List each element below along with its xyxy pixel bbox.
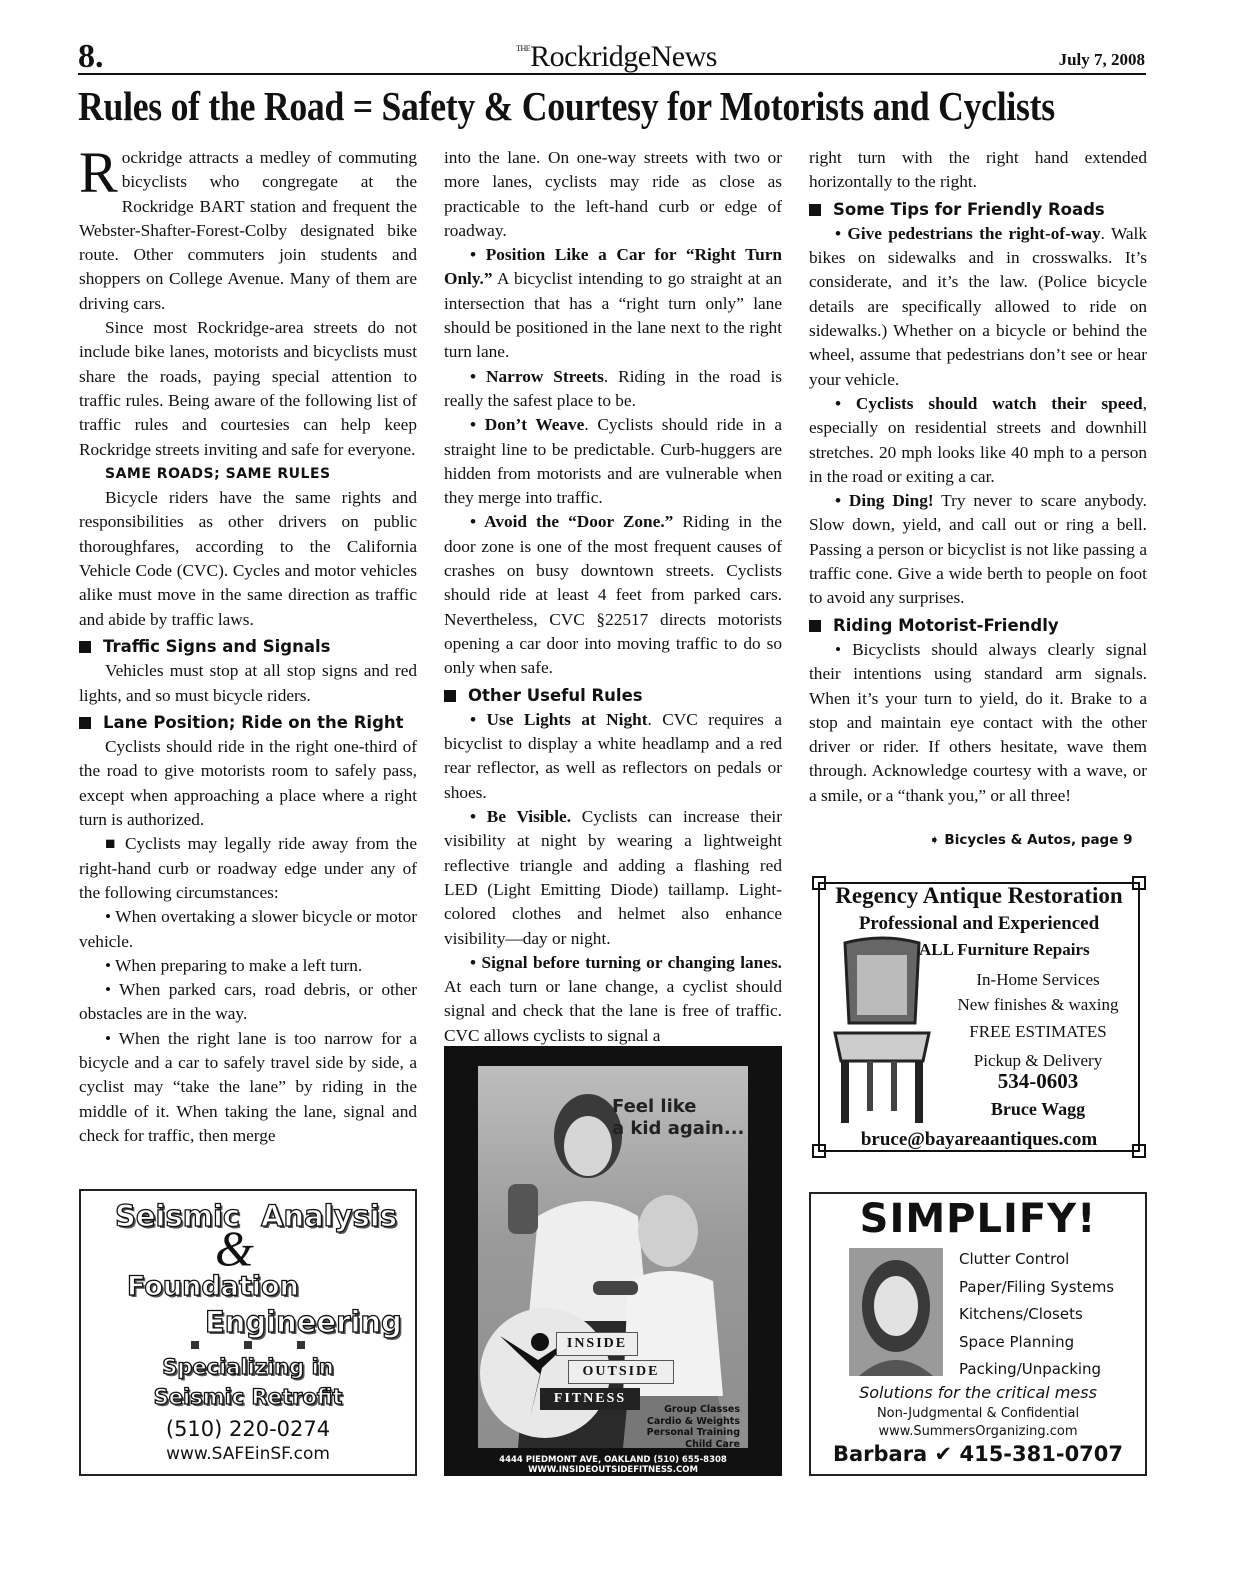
masthead: [0, 40, 1233, 74]
paragraph: • Bicyclists should always clearly signal their intentions using standard arm signals. When it’s your turn to yield, do it. Brake to a stop and maintain eye contact with the other driver or rider. If others hesitate, wave them through. Acknowledge courtesy with a wave, or a smile, or a “thank you,” or all three!: [809, 639, 1147, 805]
bullet-lead: • Don’t Weave: [470, 415, 585, 435]
regency-email: bruce@bayareaantiques.com: [860, 1129, 1098, 1150]
simplify-slogan: Solutions for the critical mess: [859, 1383, 1097, 1402]
subhead-riding: [809, 614, 1147, 638]
bullet-text: . Riding in the road is really the safest place to be.: [444, 366, 782, 410]
bullet-item: • When preparing to make a left turn.: [105, 955, 363, 975]
seismic-phone: (510) 220-0274: [165, 1417, 331, 1441]
bullet-lead: • Cyclists should watch their speed: [835, 393, 1143, 413]
paragraph: Cyclists should ride in the right one-third of the road to give motorists room to safely pass, except when approaching a place where a right turn is authorized.: [79, 737, 417, 830]
foundation-word: Foundation: [127, 1271, 299, 1302]
regency-phone: 534-0603: [997, 1069, 1079, 1093]
bullet-lead: • Avoid the “Door Zone.”: [470, 512, 674, 532]
bullet-item: [444, 805, 782, 951]
service-list: [959, 1246, 1114, 1384]
regency-repairs: ALL Furniture Repairs: [919, 940, 1090, 959]
intro-paragraph: [79, 140, 417, 316]
bullet-item: [809, 392, 1147, 489]
article-column-2: [444, 146, 782, 1048]
paragraph: Vehicles must stop at all stop signs and red lights, and so must bicycle riders.: [79, 661, 417, 705]
logo-outside: OUTSIDE: [568, 1360, 674, 1384]
fitness-services: [640, 1404, 740, 1450]
bullet-item: • When overtaking a slower bicycle or motor vehicle.: [79, 907, 417, 951]
bullet-item: [444, 365, 782, 414]
service-item: Cardio & Weights: [646, 1415, 740, 1427]
antique-chair-icon: [827, 933, 937, 1133]
continued-jump-link[interactable]: [929, 832, 1132, 848]
square-bullet-icon: [79, 717, 91, 729]
subhead-same-roads: SAME ROADS; SAME RULES: [105, 465, 331, 482]
headline: Rules of the Road = Safety & Courtesy for Motorists and Cyclists: [78, 83, 1055, 129]
bullet-text: Riding in the door zone is one of the most frequent causes of crashes on busy downtown streets. Cyclists should ride at least 4 feet from parked cars. Nevertheless, CVC §22517 directs motorists opening a car door into moving traffic to do so only when safe.: [444, 512, 782, 678]
service-item: Packing/Unpacking: [959, 1360, 1102, 1378]
bullet-lead: • Narrow Streets: [470, 366, 604, 386]
seismic-word: Seismic: [115, 1199, 241, 1233]
subhead-traffic-signs: [79, 635, 417, 659]
bullet-text: , especially on residential streets and downhill stretches. 20 mph looks like 40 mph to a person in the road or exiting a car.: [809, 393, 1147, 486]
drop-cap: R: [79, 140, 118, 205]
subhead-lane-position: [79, 711, 417, 735]
bullet-text: Cyclists can increase their visibility at night by wearing a lightweight reflective triangle and adding a flashing red LED (Light Emitting Diode) taillamp. Light-colored clothes and helmet also enhance visibility—day or night.: [444, 807, 782, 948]
address-line: 4444 PIEDMONT AVE, OAKLAND (510) 655-8308: [499, 1455, 727, 1465]
simplify-title: SIMPLIFY!: [859, 1196, 1097, 1242]
paragraph: ■ Cyclists may legally ride away from the right-hand curb or roadway edge under any of the following circumstances:: [79, 834, 417, 902]
ad-simplify[interactable]: [809, 1192, 1147, 1476]
service-item: Group Classes: [664, 1404, 740, 1415]
checkmark-icon: ✔: [934, 1442, 953, 1466]
paragraph: Bicycle riders have the same rights and responsibilities as other drivers on public thoroughfares, according to the California Vehicle Code (CVC). Cycles and motor vehicles alike must move in the same direction as traffic and abide by traffic laws.: [79, 488, 417, 629]
issue-date: July 7, 2008: [1058, 50, 1145, 69]
article-column-3: [809, 146, 1147, 808]
article-column-1: [79, 140, 417, 1148]
engineering-word: Engineering: [205, 1305, 402, 1339]
subhead-other-rules: [444, 684, 782, 708]
subhead-label: Some Tips for Friendly Roads: [833, 199, 1105, 219]
service-item: Pickup & Delivery: [973, 1051, 1103, 1070]
seismic-url: www.SAFEinSF.com: [166, 1444, 330, 1464]
bullet-lead: • Use Lights at Night: [470, 709, 648, 729]
ad-inside-outside-fitness[interactable]: [444, 1046, 782, 1476]
paragraph: Since most Rockridge-area streets do not include bike lanes, motorists and bicyclists must share the roads, paying special attention to traffic rules. Being aware of the following list of traffic rules and courtesies can help keep Rockridge streets inviting and safe for everyone.: [79, 318, 417, 459]
bullet-item: [809, 489, 1147, 610]
portrait-photo: [849, 1248, 943, 1376]
bullet-text: . CVC requires a bicyclist to display a white headlamp and a red rear reflector, as well as reflectors on pedals or shoes.: [444, 709, 782, 802]
regency-name: Bruce Wagg: [990, 1099, 1086, 1119]
subhead-label: Lane Position; Ride on the Right: [103, 712, 404, 732]
contact-name: Barbara: [832, 1442, 928, 1466]
subhead-label: Riding Motorist-Friendly: [833, 615, 1059, 635]
jump-label: Bicycles & Autos, page 9: [944, 832, 1133, 848]
service-item: Kitchens/Closets: [959, 1305, 1083, 1323]
bullet-item: [444, 708, 782, 805]
regency-title: Regency Antique Restoration: [835, 883, 1123, 908]
page-number: 8.: [78, 38, 104, 75]
tagline-line-2: a kid again...: [612, 1118, 745, 1139]
bullet-text: . Walk bikes on sidewalks and in crosswalks. It’s considerate, and it’s the law. (Police bicycle details are specifically allowed to ride on sidewalks.) Whether on a bicycle or behind the wheel, assume that pedestrians don’t see or hear your vehicle.: [809, 223, 1147, 389]
square-bullet-icon: [79, 641, 91, 653]
ad-seismic[interactable]: [79, 1189, 417, 1476]
regency-service-list: [941, 967, 1135, 1073]
retrofit-line: Seismic Retrofit: [153, 1385, 343, 1409]
organizer-photo: [849, 1248, 943, 1376]
masthead-title: RockridgeNews: [530, 40, 717, 73]
bullet-item: [444, 510, 782, 680]
specializing-line: Specializing in: [162, 1355, 334, 1379]
bullet-item: [444, 243, 782, 364]
bullet-item: [809, 222, 1147, 392]
bullet-lead: • Position Like a Car for “Right Turn Only.”: [444, 245, 782, 289]
contact-phone: 415-381-0707: [959, 1442, 1124, 1466]
subhead-label: Traffic Signs and Signals: [103, 636, 331, 656]
service-item: Personal Training: [646, 1427, 740, 1438]
fitness-tagline: [612, 1096, 744, 1140]
bullet-text: A bicyclist intending to go straight at an intersection that has a “right turn only” lane should be positioned in the lane next to the right turn lane.: [444, 269, 782, 362]
arrow-icon: ➧: [929, 833, 945, 848]
tagline-line-1: Feel like: [612, 1096, 697, 1117]
ad-regency-antique[interactable]: [811, 875, 1147, 1159]
paragraph: right turn with the right hand extended horizontally to the right.: [809, 148, 1147, 192]
simplify-contact: [811, 1442, 1145, 1466]
service-item: Paper/Filing Systems: [959, 1277, 1115, 1296]
bullet-lead: • Give pedestrians the right-of-way: [835, 223, 1101, 243]
logo-inside: INSIDE: [556, 1332, 638, 1356]
simplify-note: Non-Judgmental & Confidential: [876, 1406, 1080, 1421]
fitness-address: [444, 1455, 782, 1475]
square-bullet-icon: [809, 204, 821, 216]
service-item: FREE ESTIMATES: [969, 1022, 1107, 1041]
bullet-lead: • Be Visible.: [470, 807, 572, 827]
dot-icon: [297, 1341, 305, 1349]
bullet-item: [444, 413, 782, 510]
masthead-the: THE: [516, 44, 531, 53]
analysis-word: Analysis: [261, 1199, 397, 1233]
regency-subtitle: Professional and Experienced: [858, 913, 1100, 934]
intro-text: ockridge attracts a medley of commuting bicyclists who congregate at the Rockridge BART station and frequent the Webster-Shafter-Forest-Colby designated bike route. Other commuters join students and shoppers on College Avenue. Many of them are driving cars.: [79, 148, 417, 313]
dot-icon: [244, 1341, 252, 1349]
service-item: Space Planning: [959, 1332, 1075, 1351]
bullet-lead: • Ding Ding!: [835, 491, 934, 511]
paragraph: into the lane. On one-way streets with two or more lanes, cyclists may ride as close as practicable to the left-hand curb or edge of roadway.: [444, 148, 782, 240]
square-bullet-icon: [809, 620, 821, 632]
subhead-tips: [809, 198, 1147, 222]
bullet-item: • When parked cars, road debris, or other obstacles are in the way.: [79, 980, 417, 1024]
service-item: Child Care: [685, 1438, 740, 1450]
simplify-url: www.SummersOrganizing.com: [878, 1424, 1078, 1439]
header-rule: [78, 73, 1146, 75]
service-item: New finishes & waxing: [957, 995, 1119, 1014]
subhead-label: Other Useful Rules: [468, 685, 643, 705]
logo-fitness: FITNESS: [540, 1388, 640, 1410]
bullet-text: . Cyclists should ride in a straight line to be predictable. Curb-huggers are hidden from motorists and are vulnerable when they merge into traffic.: [444, 415, 782, 508]
bullet-text: Try never to scare anybody. Slow down, yield, and call out or ring a bell. Passing a person or bicyclist is not like passing a traffic cone. Give a wide berth to people on foot to avoid any surprises.: [809, 491, 1147, 608]
service-item: Clutter Control: [959, 1250, 1070, 1268]
ampersand: &: [215, 1220, 254, 1276]
bullet-item: [444, 951, 782, 1048]
dot-icon: [191, 1341, 199, 1349]
service-item: In-Home Services: [976, 970, 1100, 989]
bullet-item: • When the right lane is too narrow for a bicycle and a car to safely travel side by side, a cyclist may “take the lane” by riding in the middle of it. When taking the lane, signal and check for traffic, then merge: [79, 1028, 417, 1145]
bullet-text: At each turn or lane change, a cyclist should signal and check that the lane is free of traffic. CVC allows cyclists to signal a: [444, 977, 782, 1045]
square-bullet-icon: [444, 690, 456, 702]
bullet-lead: • Signal before turning or changing lanes.: [470, 952, 782, 972]
fitness-url: WWW.INSIDEOUTSIDEFITNESS.COM: [528, 1465, 698, 1475]
